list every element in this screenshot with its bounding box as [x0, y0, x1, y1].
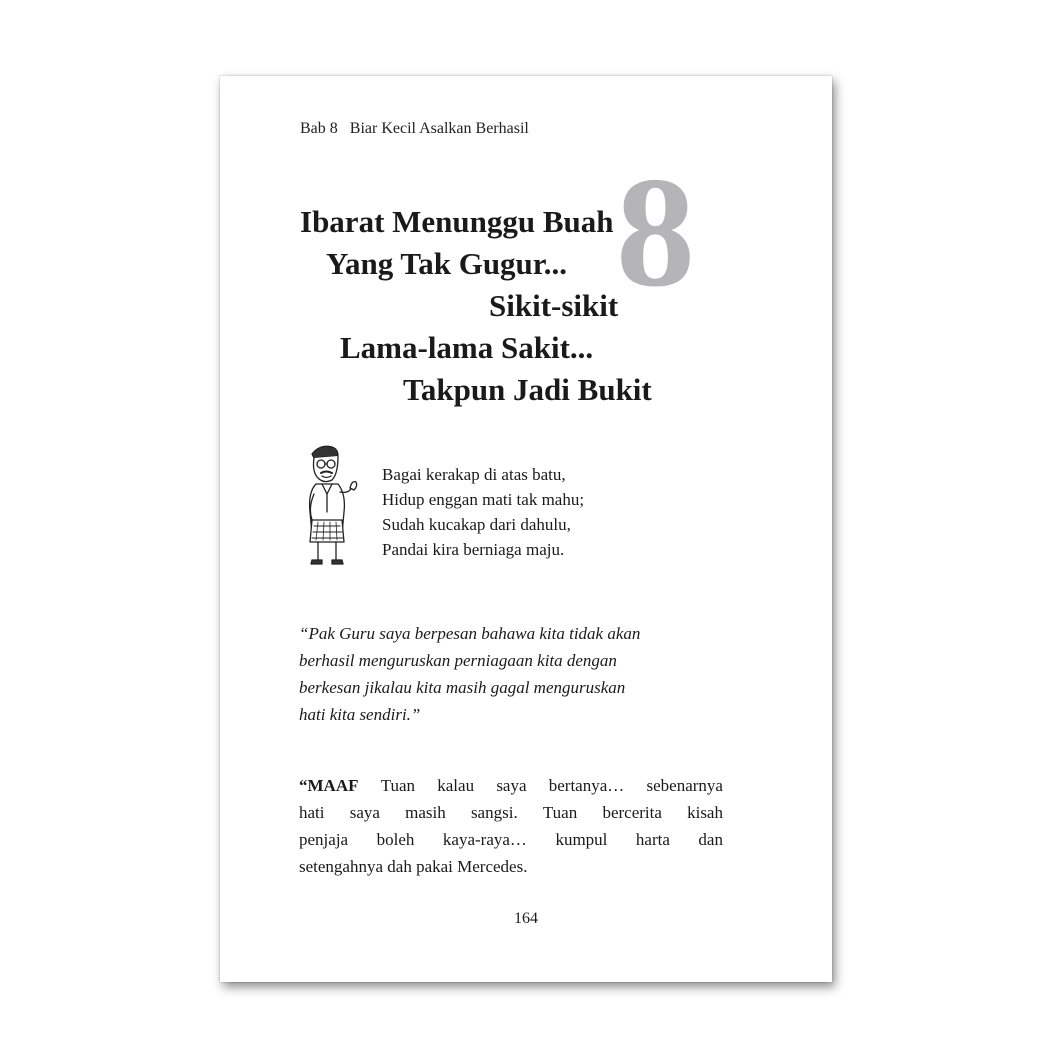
quote-line: hati kita sendiri.” [299, 705, 421, 724]
paragraph-line: hati saya masih sangsi. Tuan bercerita kisah [299, 803, 723, 822]
pantun-line: Pandai kira berniaga maju. [382, 540, 565, 559]
body-paragraph [299, 772, 723, 880]
cartoon-man-in-baju-melayu-icon [302, 442, 362, 572]
paragraph-line: “MAAF Tuan kalau saya bertanya… sebenarnya [299, 776, 723, 795]
heading-line: Ibarat Menunggu Buah [300, 204, 614, 239]
pantun [382, 462, 584, 562]
pantun-line: Sudah kucakap dari dahulu, [382, 515, 571, 534]
quote-line: berhasil menguruskan perniagaan kita dengan [299, 651, 617, 670]
heading-line: Lama-lama Sakit... [340, 330, 594, 365]
chapter-number: 8 [616, 145, 695, 320]
quote-line: “Pak Guru saya berpesan bahawa kita tidak akan [299, 624, 641, 643]
paragraph-line: penjaja boleh kaya-raya… kumpul harta dan [299, 830, 723, 849]
heading-line: Yang Tak Gugur... [326, 246, 567, 281]
quote-line: berkesan jikalau kita masih gagal menguruskan [299, 678, 626, 697]
page-number: 164 [514, 910, 538, 927]
book-page [220, 76, 832, 982]
heading-line: Sikit-sikit [489, 288, 619, 323]
pantun-line: Bagai kerakap di atas batu, [382, 465, 566, 484]
paragraph-line: setengahnya dah pakai Mercedes. [299, 857, 528, 876]
heading-line: Takpun Jadi Bukit [403, 372, 652, 407]
pantun-line: Hidup enggan mati tak mahu; [382, 490, 585, 509]
running-header [300, 120, 529, 138]
chapter-label: Bab 8 [300, 120, 338, 137]
chapter-title: Biar Kecil Asalkan Berhasil [349, 120, 529, 137]
pull-quote [299, 620, 727, 728]
